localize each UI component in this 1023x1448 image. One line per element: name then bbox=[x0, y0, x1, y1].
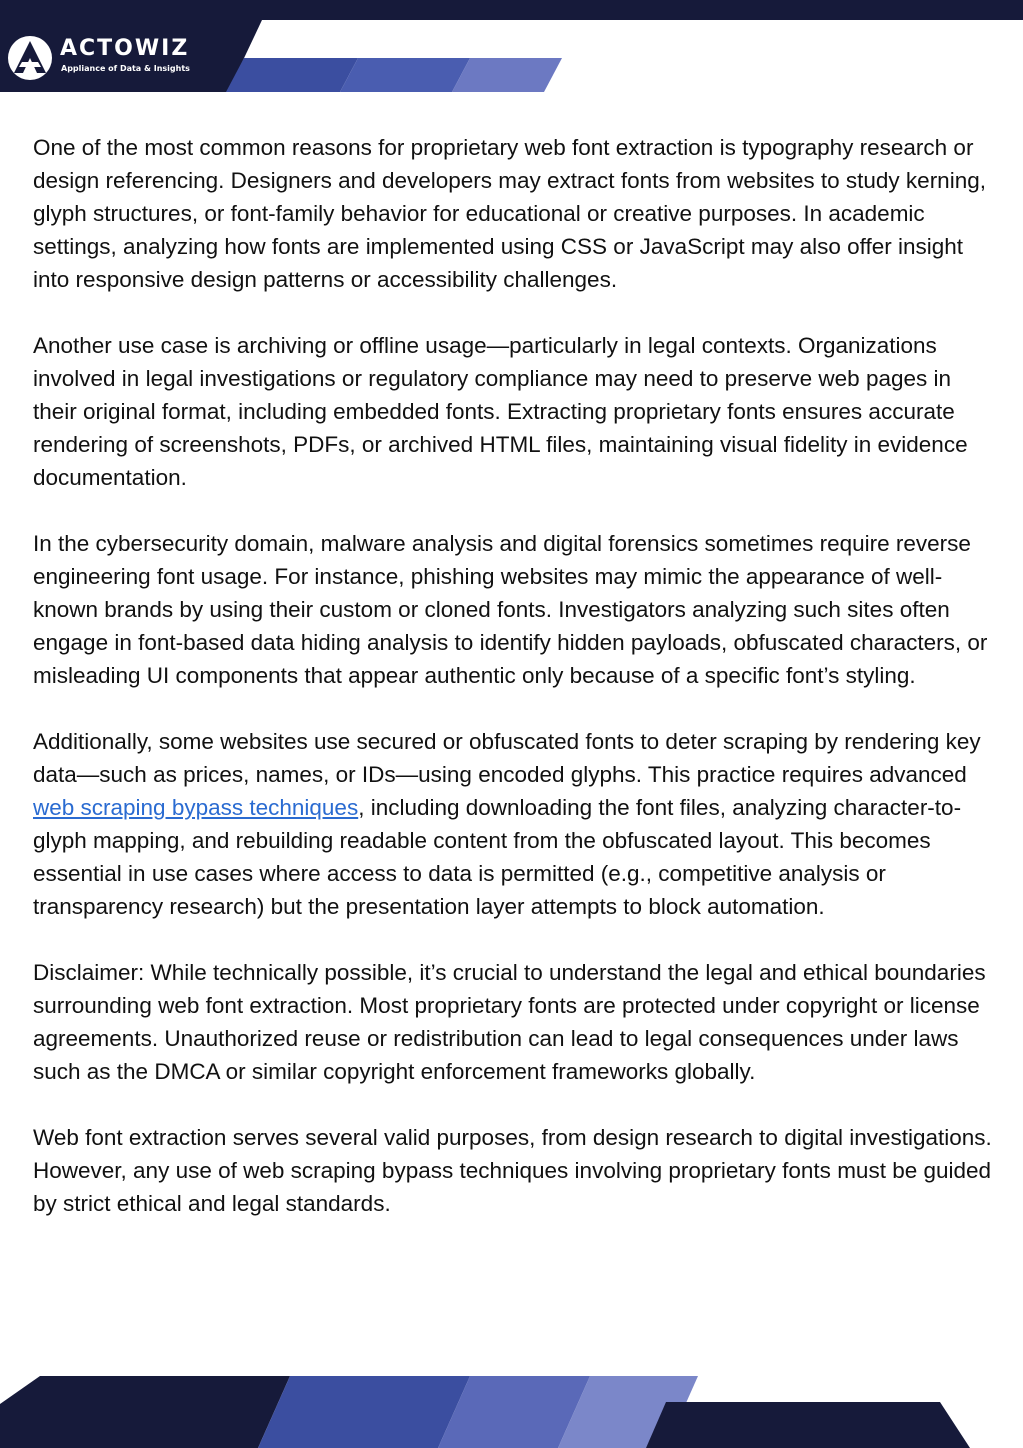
page-footer bbox=[0, 1376, 1023, 1448]
footer-banner bbox=[0, 1376, 1023, 1448]
paragraph-archiving: Another use case is archiving or offline usage—particularly in legal contexts. Organizations involved in legal investigations or regulatory compliance may need to preserve web pages in their original format, including embedded fonts. Extracting proprietary fonts ensures accurate rendering of screenshots, PDFs, or archived HTML files, maintaining visual fidelity in evidence documentation. bbox=[33, 333, 968, 490]
footer-stripe-blue bbox=[258, 1376, 470, 1448]
page-header bbox=[0, 0, 1023, 92]
paragraph-typography-research: One of the most common reasons for proprietary web font extraction is typography research or design referencing. Designers and developers may extract fonts from websites to study kerning, glyph structures, or font-family behavior for educational or creative purposes. In academic settings, analyzing how fonts are implemented using CSS or JavaScript may also offer insight into responsive design patterns or accessibility challenges. bbox=[33, 135, 986, 292]
paragraph-obfuscated-fonts-text-before: Additionally, some websites use secured or obfuscated fonts to deter scraping by rendering key data—such as prices, names, or IDs—using encoded glyphs. This practice requires advanced bbox=[33, 729, 981, 787]
actowiz-logo-icon bbox=[6, 34, 54, 82]
paragraph-disclaimer: Disclaimer: While technically possible, it’s crucial to understand the legal and ethical boundaries surrounding web font extraction. Most proprietary fonts are protected under copyright or license agreements. Unauthorized reuse or redistribution can lead to legal consequences under laws such as the DMCA or similar copyright enforcement frameworks globally. bbox=[33, 960, 986, 1084]
footer-base-bar bbox=[646, 1402, 970, 1448]
paragraph-conclusion: Web font extraction serves several valid purposes, from design research to digital investigations. However, any use of web scraping bypass techniques involving proprietary fonts must be guided by strict ethical and legal standards. bbox=[33, 1125, 992, 1216]
brand-name: ACTOWIZ bbox=[60, 36, 190, 61]
brand-tagline: Appliance of Data & Insights bbox=[61, 64, 190, 73]
header-stripe-blue bbox=[226, 58, 358, 92]
header-stripe-mid bbox=[340, 58, 470, 92]
web-scraping-bypass-link[interactable]: web scraping bypass techniques bbox=[33, 795, 359, 820]
paragraph-obfuscated-fonts bbox=[33, 725, 993, 923]
paragraph-cybersecurity: In the cybersecurity domain, malware analysis and digital forensics sometimes require reverse engineering font usage. For instance, phishing websites may mimic the appearance of well-known brands by using their custom or cloned fonts. Investigators analyzing such sites often engage in font-based data hiding analysis to identify hidden payloads, obfuscated characters, or misleading UI components that appear authentic only because of a specific font’s styling. bbox=[33, 531, 988, 688]
article-body bbox=[33, 131, 993, 1220]
footer-stripe-dark bbox=[0, 1376, 290, 1448]
paragraph-obfuscated-fonts-text-after: , including downloading the font files, analyzing character-to-glyph mapping, and rebuilding readable content from the obfuscated layout. This becomes essential in use cases where access to data is permitted (e.g., competitive analysis or transparency research) but the presentation layer attempts to block automation. bbox=[33, 795, 962, 919]
header-stripe-light bbox=[452, 58, 562, 92]
header-top-bar bbox=[0, 0, 1023, 20]
